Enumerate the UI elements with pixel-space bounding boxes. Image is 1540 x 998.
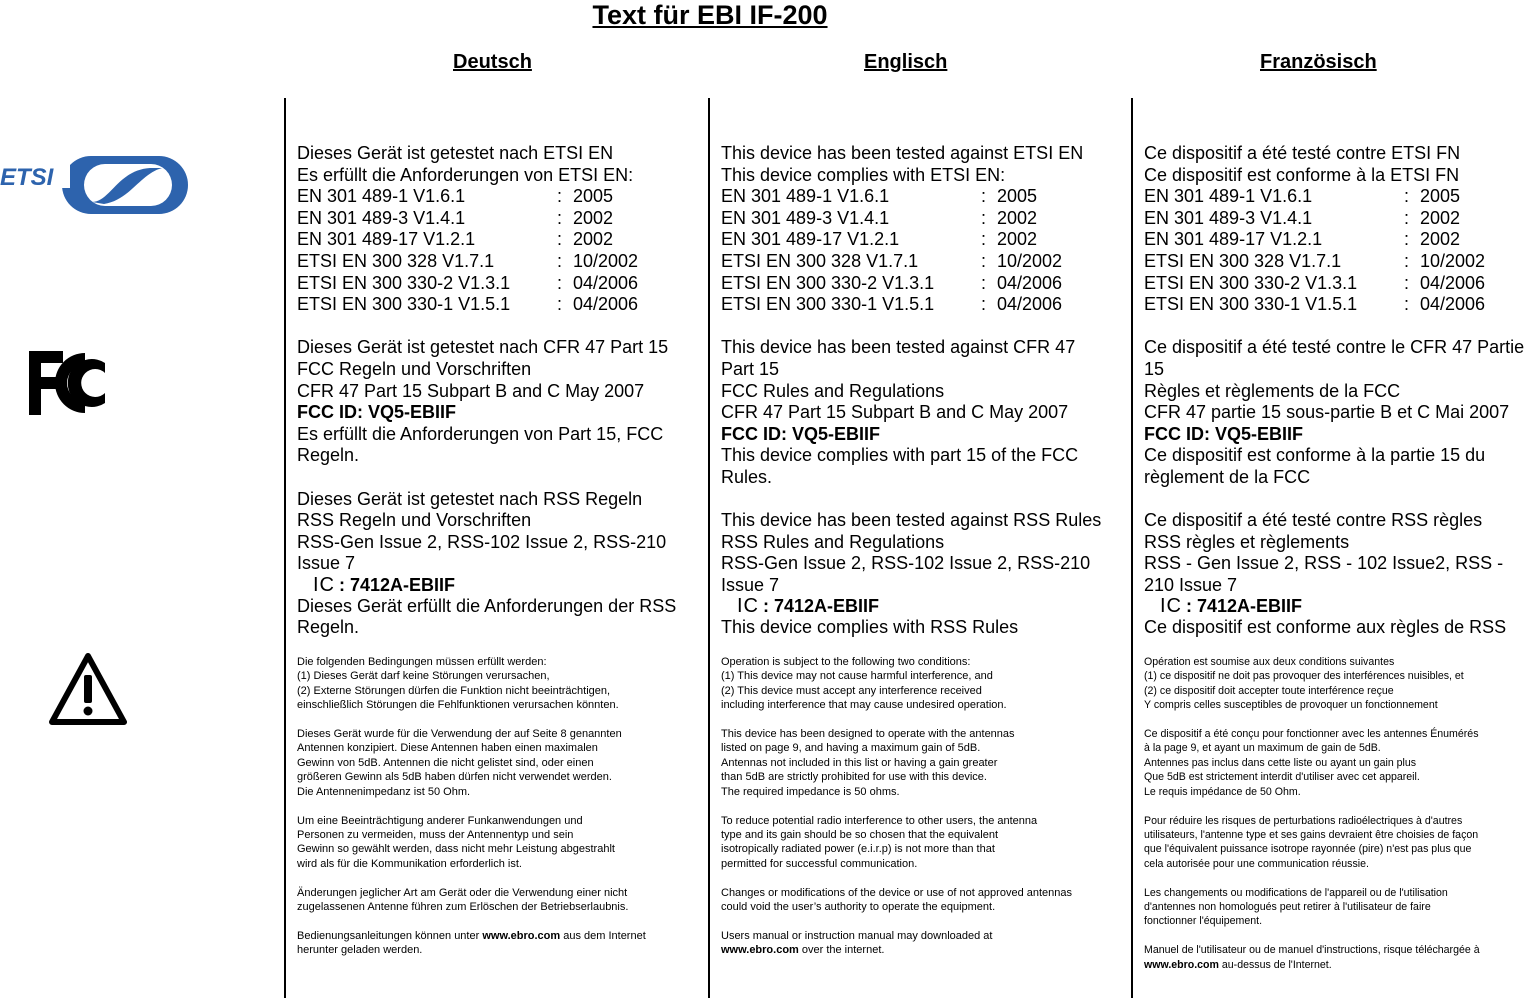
text-line: Ce dispositif est conforme à la partie 15 du bbox=[1144, 445, 1486, 466]
column-header-franzoesisch: Französisch bbox=[1260, 51, 1377, 73]
paragraph: Änderungen jeglicher Art am Gerät oder die Verwendung einer nicht zugelassenen Antenne führen zum Erlöschen der Betriebserlaubnis. bbox=[297, 886, 629, 913]
text-line: Ce dispositif a été testé contre ETSI FN bbox=[1144, 143, 1461, 163]
paragraph: Dieses Gerät wurde für die Verwendung der auf Seite 8 genannten Antennen konzipiert. Diese Antennen haben einen maximalen Gewinn von 5dB. Antennen die nicht gelistet sind, oder einen größeren Gewinn als 5dB haben dürfen nicht verwendet werden. Die Antennenimpedanz ist 50 Ohm. bbox=[297, 728, 622, 798]
colon: : bbox=[981, 207, 987, 228]
text-line: RSS Rules and Regulations bbox=[721, 531, 945, 552]
standard-row bbox=[297, 186, 707, 208]
paragraph: This device has been designed to operate with the antennas listed on page 9, and having a maximum gain of 5dB. Antennas not included in this list or having a gain greater than 5dB are strictly prohibited for use with this device. The required impedance is 50 ohms. bbox=[721, 728, 1015, 798]
text-line: Dieses Gerät ist getestet nach RSS Regeln bbox=[297, 488, 643, 509]
standard-date: 2002 bbox=[997, 207, 1038, 228]
standard-row bbox=[721, 208, 1131, 230]
colon: : bbox=[981, 186, 987, 207]
standard-row bbox=[297, 294, 707, 316]
standard-row bbox=[297, 208, 707, 230]
ic-id: : 7412A-EBIIF bbox=[339, 574, 456, 595]
column-header-deutsch: Deutsch bbox=[453, 51, 532, 73]
text-line: Ce dispositif a été testé contre le CFR 47 Partie bbox=[1144, 337, 1525, 358]
paragraph: Um eine Beeinträchtigung anderer Funkanwendungen und Personen zu vermeiden, muss der Antennentyp und sein Gewinn so gewählt werden, dass nicht mehr Leistung abgestrahlt wird als für die Kommunikation erforderlich ist. bbox=[297, 814, 615, 870]
standard-name: EN 301 489-17 V1.2.1 bbox=[721, 229, 900, 250]
standard-name: ETSI EN 300 330-1 V1.5.1 bbox=[721, 294, 935, 315]
page-title: Text für EBI IF-200 bbox=[592, 0, 828, 30]
standard-row bbox=[721, 186, 1131, 208]
standard-name: EN 301 489-1 V1.6.1 bbox=[721, 186, 890, 207]
warning-icon bbox=[49, 653, 127, 725]
ic-id-row bbox=[297, 575, 707, 596]
paragraph: Pour réduire les risques de perturbations radioélectriques à d'autres utilisateurs, l'antenne type et ses gains devraient être choisies de façon que l'équivalent puissance isotrope rayonnée (pire) n'est pas plus que cela autorisée pour une communication réussie. bbox=[1144, 814, 1479, 870]
colon: : bbox=[981, 272, 987, 293]
colon: : bbox=[1404, 207, 1410, 228]
text-line: RSS règles et règlements bbox=[1144, 531, 1350, 552]
standard-date: 04/2006 bbox=[573, 272, 639, 293]
text-line: Rules. bbox=[721, 466, 773, 487]
column-franzoesisch bbox=[1144, 143, 1538, 986]
fcc-id: FCC ID: VQ5-EBIIF bbox=[1144, 423, 1304, 444]
standard-date: 04/2006 bbox=[1420, 294, 1486, 315]
paragraph: Operation is subject to the following two conditions: (1) This device may not cause harmful interference, and (2) This device must accept any interference received including interference that may cause undesired operation. bbox=[721, 656, 1007, 712]
paragraph: To reduce potential radio interference to other users, the antenna type and its gain should be so chosen that the equivalent isotropically radiated power (e.i.r.p) is not more than that permitted for successful communication. bbox=[721, 814, 1038, 870]
standard-name: ETSI EN 300 328 V1.7.1 bbox=[297, 250, 495, 271]
text-line: CFR 47 Part 15 Subpart B and C May 2007 bbox=[297, 380, 645, 401]
text-line: Dieses Gerät ist getestet nach CFR 47 Part 15 bbox=[297, 337, 669, 358]
colon: : bbox=[557, 207, 563, 228]
standard-name: EN 301 489-17 V1.2.1 bbox=[297, 229, 476, 250]
column-divider bbox=[708, 98, 710, 998]
website-link[interactable]: www.ebro.com bbox=[721, 944, 799, 957]
text-line: FCC Regeln und Vorschriften bbox=[297, 358, 532, 379]
paragraph: Changes or modifications of the device or use of not approved antennas could void the user’s authority to operate the equipment. bbox=[721, 886, 1073, 913]
ic-id-row bbox=[721, 596, 1131, 617]
standard-date: 04/2006 bbox=[1420, 272, 1486, 293]
etsi-logo-text: ETSI bbox=[0, 164, 54, 191]
standard-date: 2005 bbox=[997, 186, 1038, 207]
standard-row bbox=[721, 229, 1131, 251]
standard-row bbox=[721, 273, 1131, 295]
column-deutsch bbox=[297, 143, 707, 972]
colon: : bbox=[1404, 186, 1410, 207]
standard-name: ETSI EN 300 330-2 V1.3.1 bbox=[721, 272, 935, 293]
standard-date: 04/2006 bbox=[573, 294, 639, 315]
text-span: au-dessus de l'Internet. bbox=[1218, 958, 1332, 971]
ic-id: : 7412A-EBIIF bbox=[1186, 596, 1303, 617]
paragraph bbox=[297, 929, 707, 958]
text-line: Issue 7 bbox=[721, 574, 780, 595]
standard-name: EN 301 489-17 V1.2.1 bbox=[1144, 229, 1323, 250]
standard-date: 04/2006 bbox=[997, 294, 1063, 315]
standard-date: 2002 bbox=[1420, 229, 1461, 250]
standard-row bbox=[1144, 229, 1538, 251]
paragraph bbox=[721, 929, 1131, 958]
standard-date: 2002 bbox=[997, 229, 1038, 250]
standard-name: EN 301 489-3 V1.4.1 bbox=[721, 207, 890, 228]
standard-date: 2002 bbox=[573, 207, 614, 228]
standard-name: ETSI EN 300 330-2 V1.3.1 bbox=[297, 272, 511, 293]
text-line: Dieses Gerät erfüllt die Anforderungen der RSS bbox=[297, 595, 677, 616]
column-header-englisch: Englisch bbox=[864, 51, 948, 73]
standard-row bbox=[721, 294, 1131, 316]
standard-name: ETSI EN 300 328 V1.7.1 bbox=[1144, 250, 1342, 271]
ic-id: : 7412A-EBIIF bbox=[763, 596, 880, 617]
fcc-id: FCC ID: VQ5-EBIIF bbox=[721, 423, 881, 444]
standard-date: 04/2006 bbox=[997, 272, 1063, 293]
text-line: 210 Issue 7 bbox=[1144, 574, 1238, 595]
text-line: FCC Rules and Regulations bbox=[721, 380, 945, 401]
text-line: Dieses Gerät ist getestet nach ETSI EN bbox=[297, 143, 614, 163]
standard-row bbox=[721, 251, 1131, 273]
text-line: Regeln. bbox=[297, 617, 360, 638]
standard-name: ETSI EN 300 330-1 V1.5.1 bbox=[297, 294, 511, 315]
text-line: Ce dispositif est conforme aux règles de RSS bbox=[1144, 617, 1507, 638]
text-line: This device complies with part 15 of the FCC bbox=[721, 445, 1079, 466]
text-line: Règles et règlements de la FCC bbox=[1144, 380, 1401, 401]
colon: : bbox=[1404, 294, 1410, 315]
text-line: This device has been tested against ETSI EN bbox=[721, 143, 1084, 163]
colon: : bbox=[1404, 250, 1410, 271]
text-line: 15 bbox=[1144, 358, 1165, 379]
text-line: RSS-Gen Issue 2, RSS-102 Issue 2, RSS-210 bbox=[721, 553, 1091, 574]
column-englisch bbox=[721, 143, 1131, 972]
text-line: Ce dispositif est conforme à la ETSI FN bbox=[1144, 164, 1460, 185]
standard-row bbox=[1144, 208, 1538, 230]
ic-mark-icon: IC bbox=[313, 573, 335, 596]
standard-name: EN 301 489-1 V1.6.1 bbox=[1144, 186, 1313, 207]
colon: : bbox=[1404, 229, 1410, 250]
standard-name: EN 301 489-3 V1.4.1 bbox=[297, 207, 466, 228]
standard-name: ETSI EN 300 330-1 V1.5.1 bbox=[1144, 294, 1358, 315]
paragraph: Ce dispositif a été conçu pour fonctionner avec les antennes Énumérés à la page 9, et ayant un maximum de gain de 5dB. Antennes pas inclus dans cette liste ou ayant un gain plus Que 5dB est strictement interdit d'utiliser avec cet appareil. Le requis impédance de 50 Ohm. bbox=[1144, 728, 1479, 798]
column-divider bbox=[284, 98, 286, 998]
text-line: Ce dispositif a été testé contre RSS règles bbox=[1144, 510, 1483, 531]
text-line: This device has been tested against CFR 47 bbox=[721, 337, 1076, 358]
standard-row bbox=[297, 251, 707, 273]
standard-date: 10/2002 bbox=[1420, 250, 1486, 271]
text-line: Part 15 bbox=[721, 358, 780, 379]
text-span: over the internet. bbox=[798, 944, 885, 957]
colon: : bbox=[557, 294, 563, 315]
colon: : bbox=[981, 250, 987, 271]
paragraph: Opération est soumise aux deux conditions suivantes (1) ce dispositif ne doit pas provoquer des interférences nuisibles, et (2) ce dispositif doit accepter toute interférence reçue Y compris celles susceptibles de provoquer un fonctionnement bbox=[1144, 656, 1464, 712]
fcc-logo-icon bbox=[27, 349, 119, 417]
standard-date: 10/2002 bbox=[573, 250, 639, 271]
text-span: aus dem Internet herunter geladen werden. bbox=[297, 929, 646, 957]
standard-row bbox=[1144, 294, 1538, 316]
paragraph: Les changements ou modifications de l'appareil ou de l'utilisation d'antennes non homologués peut retirer à l'utilisateur de faire fonctionner l'équipement. bbox=[1144, 886, 1448, 928]
standard-name: EN 301 489-1 V1.6.1 bbox=[297, 186, 466, 207]
standard-date: 10/2002 bbox=[997, 250, 1063, 271]
fcc-id: FCC ID: VQ5-EBIIF bbox=[297, 402, 457, 423]
text-line: Es erfüllt die Anforderungen von Part 15, FCC bbox=[297, 423, 664, 444]
text-line: This device has been tested against RSS Rules bbox=[721, 510, 1102, 531]
etsi-logo bbox=[0, 150, 190, 220]
text-line: Es erfüllt die Anforderungen von ETSI EN: bbox=[297, 164, 634, 185]
colon: : bbox=[981, 229, 987, 250]
text-line: règlement de la FCC bbox=[1144, 466, 1311, 487]
colon: : bbox=[557, 229, 563, 250]
colon: : bbox=[557, 186, 563, 207]
text-line: CFR 47 partie 15 sous-partie B et C Mai 2007 bbox=[1144, 402, 1510, 423]
standard-name: EN 301 489-3 V1.4.1 bbox=[1144, 207, 1313, 228]
website-link[interactable]: www.ebro.com bbox=[482, 929, 561, 942]
colon: : bbox=[557, 272, 563, 293]
text-line: Regeln. bbox=[297, 445, 360, 466]
standard-row bbox=[1144, 273, 1538, 295]
text-line: This device complies with ETSI EN: bbox=[721, 164, 1006, 185]
column-divider bbox=[1131, 98, 1133, 998]
text-span: Bedienungsanleitungen können unter bbox=[297, 929, 483, 942]
paragraph bbox=[1144, 943, 1538, 972]
text-line: This device complies with RSS Rules bbox=[721, 617, 1019, 638]
text-span: Manuel de l'utilisateur ou de manuel d'instructions, risque téléchargée à bbox=[1144, 944, 1480, 957]
text-span: Users manual or instruction manual may downloaded at bbox=[721, 929, 993, 942]
standard-date: 2005 bbox=[573, 186, 614, 207]
text-line: RSS-Gen Issue 2, RSS-102 Issue 2, RSS-210 bbox=[297, 531, 667, 552]
ic-id-row bbox=[1144, 596, 1538, 617]
standard-date: 2002 bbox=[573, 229, 614, 250]
standard-row bbox=[1144, 186, 1538, 208]
text-line: RSS - Gen Issue 2, RSS - 102 Issue2, RSS - bbox=[1144, 553, 1504, 574]
colon: : bbox=[557, 250, 563, 271]
ic-mark-icon: IC bbox=[737, 595, 759, 618]
standard-date: 2002 bbox=[1420, 207, 1461, 228]
standard-name: ETSI EN 300 330-2 V1.3.1 bbox=[1144, 272, 1358, 293]
paragraph: Die folgenden Bedingungen müssen erfüllt werden: (1) Dieses Gerät darf keine Störungen verursachen, (2) Externe Störungen dürfen die Funktion nicht beeinträchtigen, einschließlich Störungen die Fehlfunktionen verursachen könnten. bbox=[297, 656, 619, 712]
standard-row bbox=[1144, 251, 1538, 273]
ic-mark-icon: IC bbox=[1160, 595, 1182, 618]
standard-date: 2005 bbox=[1420, 186, 1461, 207]
colon: : bbox=[1404, 272, 1410, 293]
standard-name: ETSI EN 300 328 V1.7.1 bbox=[721, 250, 919, 271]
website-link[interactable]: www.ebro.com bbox=[1144, 958, 1219, 971]
text-line: CFR 47 Part 15 Subpart B and C May 2007 bbox=[721, 402, 1069, 423]
text-line: RSS Regeln und Vorschriften bbox=[297, 510, 532, 531]
standard-row bbox=[297, 229, 707, 251]
text-line: Issue 7 bbox=[297, 553, 356, 574]
colon: : bbox=[981, 294, 987, 315]
standard-row bbox=[297, 273, 707, 295]
